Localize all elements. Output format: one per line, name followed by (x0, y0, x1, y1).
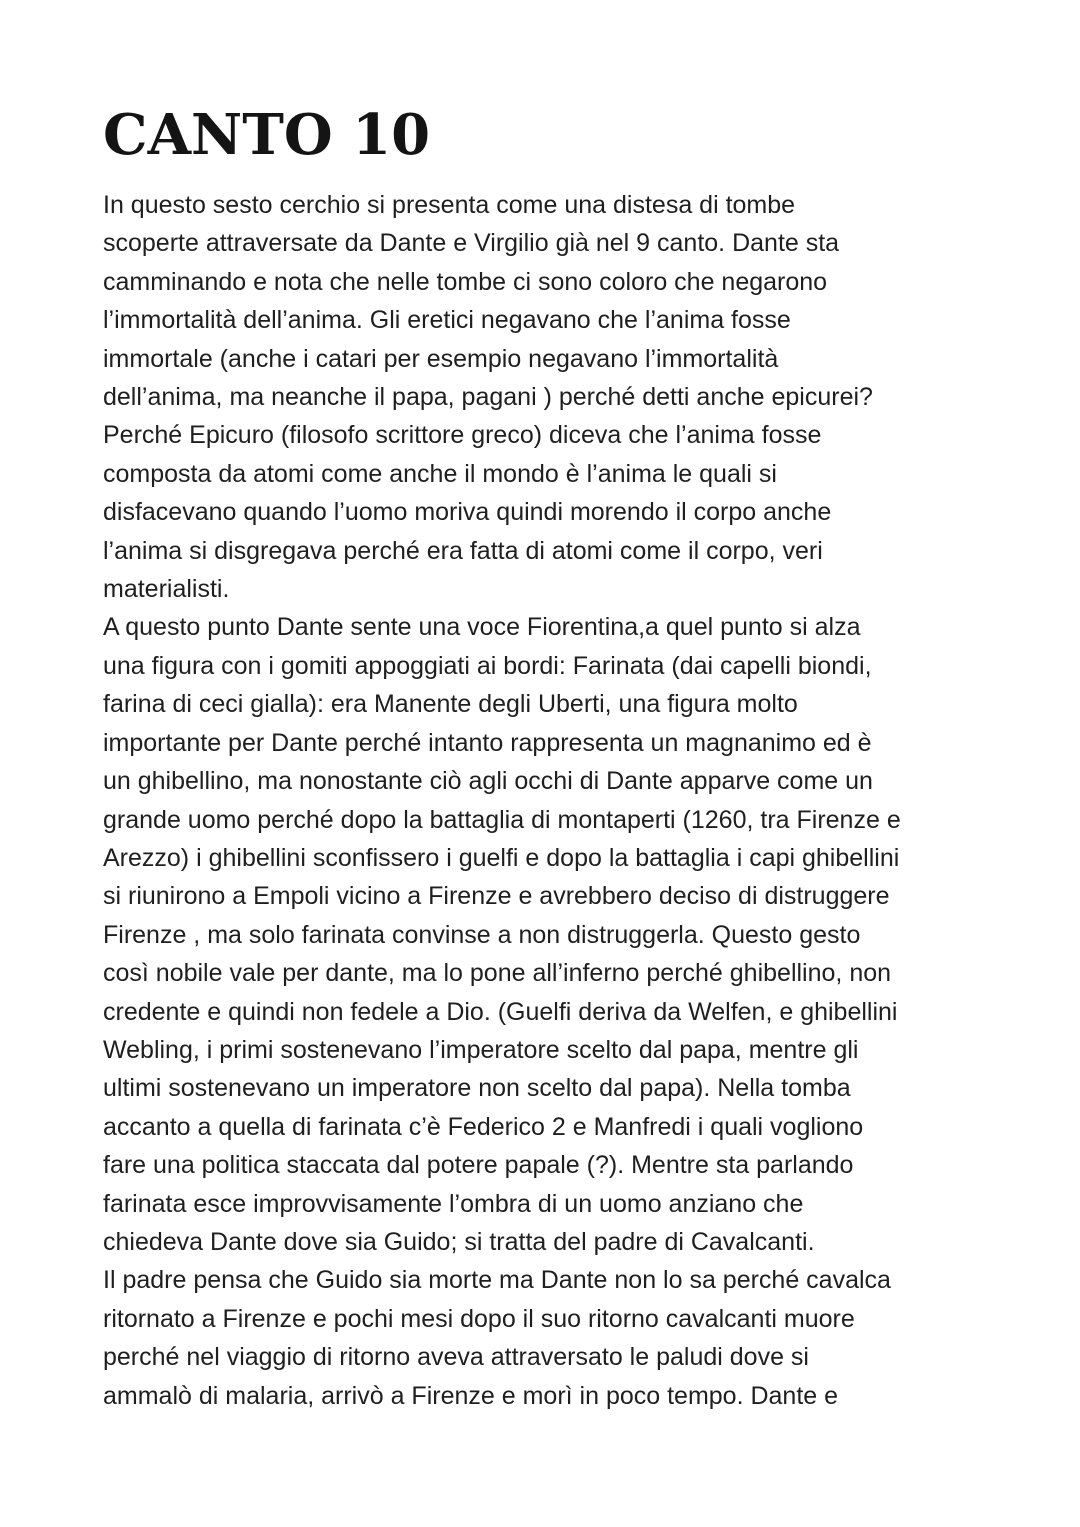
text-line: disfacevano quando l’uomo moriva quindi morendo il corpo anche (103, 498, 832, 527)
text-line: A questo punto Dante sente una voce Fiorentina,a quel punto si alza (103, 613, 861, 642)
text-line: Perché Epicuro (filosofo scrittore greco) diceva che l’anima fosse (103, 421, 822, 450)
text-line: si riunirono a Empoli vicino a Firenze e avrebbero deciso di distruggere (103, 882, 890, 911)
text-line: perché nel viaggio di ritorno aveva attraversato le paludi dove si (103, 1343, 809, 1372)
text-line: ultimi sostenevano un imperatore non scelto dal papa). Nella tomba (103, 1074, 851, 1103)
text-line: In questo sesto cerchio si presenta come una distesa di tombe (103, 191, 796, 219)
text-line: accanto a quella di farinata c’è Federico 2 e Manfredi i quali vogliono (103, 1112, 864, 1141)
text-line: un ghibellino, ma nonostante ciò agli occhi di Dante apparve come un (103, 767, 873, 796)
text-line: Il padre pensa che Guido sia morte ma Dante non lo sa perché cavalca (103, 1266, 891, 1295)
text-line: una figura con i gomiti appoggiati ai bordi: Farinata (dai capelli biondi, (103, 651, 872, 680)
text-line: fare una politica staccata dal potere papale (?). Mentre sta parlando (103, 1151, 854, 1180)
text-line: scoperte attraversate da Dante e Virgilio già nel 9 canto. Dante sta (103, 229, 840, 258)
body-text (103, 186, 983, 1415)
text-line: grande uomo perché dopo la battaglia di montaperti (1260, tra Firenze e (103, 805, 901, 834)
text-line: l’immortalità dell’anima. Gli eretici negavano che l’anima fosse (103, 306, 791, 335)
text-line: ammalò di malaria, arrivò a Firenze e morì in poco tempo. Dante e (103, 1381, 839, 1410)
text-line: camminando e nota che nelle tombe ci sono coloro che negarono (103, 267, 828, 296)
text-line: Webling, i primi sostenevano l’imperatore scelto dal papa, mentre gli (103, 1035, 859, 1064)
text-line: l’anima si disgregava perché era fatta di atomi come il corpo, veri (103, 536, 823, 565)
text-line: materialisti. (103, 575, 230, 604)
text-line: credente e quindi non fedele a Dio. (Guelfi deriva da Welfen, e ghibellini (103, 997, 898, 1026)
text-line: immortale (anche i catari per esempio negavano l’immortalità (103, 344, 779, 373)
text-line: farinata esce improvvisamente l’ombra di un uomo anziano che (103, 1189, 804, 1218)
text-line: dell’anima, ma neanche il papa, pagani ) perché detti anche epicurei? (103, 383, 873, 412)
text-line: farina di ceci gialla): era Manente degli Uberti, una figura molto (103, 690, 798, 719)
page-title: CANTO 10 (103, 102, 431, 168)
document-page (103, 100, 983, 1415)
text-line: Firenze , ma solo farinata convinse a non distruggerla. Questo gesto (103, 920, 861, 949)
text-line: così nobile vale per dante, ma lo pone all’inferno perché ghibellino, non (103, 959, 892, 988)
text-line: Arezzo) i ghibellini sconfissero i guelfi e dopo la battaglia i capi ghibellini (103, 843, 900, 872)
text-line: ritornato a Firenze e pochi mesi dopo il suo ritorno cavalcanti muore (103, 1304, 855, 1333)
text-line: importante per Dante perché intanto rappresenta un magnanimo ed è (103, 728, 872, 757)
text-line: chiedeva Dante dove sia Guido; si tratta del padre di Cavalcanti. (103, 1227, 815, 1256)
text-line: composta da atomi come anche il mondo è l’anima le quali si (103, 459, 777, 488)
